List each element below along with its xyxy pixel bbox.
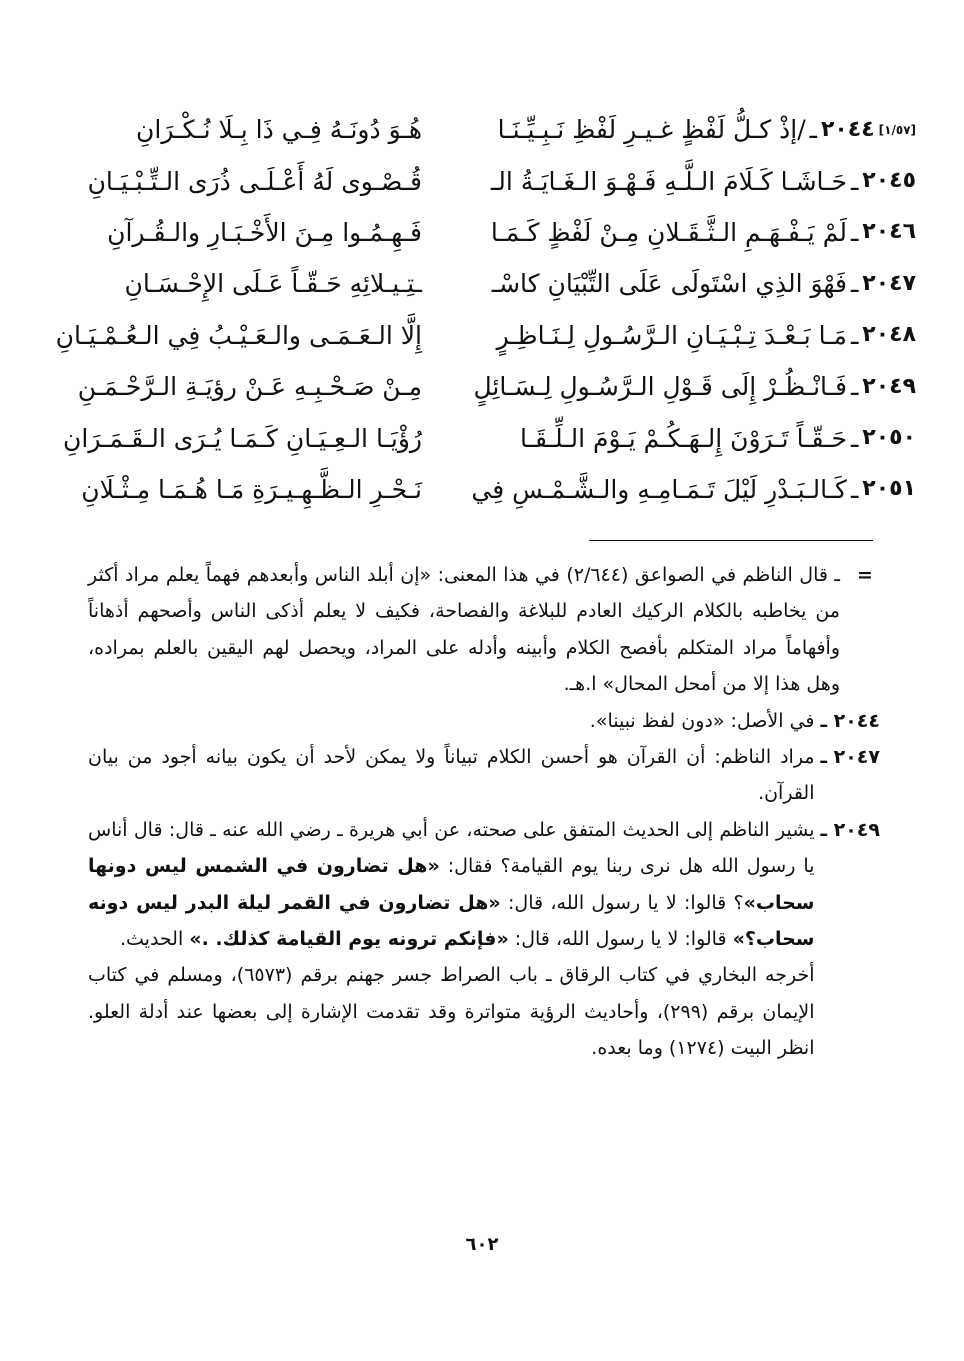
footnote-body — [88, 739, 815, 812]
verse-number: ٢٠٥١ — [862, 476, 916, 502]
verse-row — [70, 104, 916, 155]
verse-second-hemistich: مِـنْ صَـحْـبِـهِ عَـنْ رؤيَـةِ الـرَّحْـمَـنِ — [77, 372, 422, 402]
verse-first-text: كَـالـبَـدْرِ لَيْلَ تَـمَـامِـهِ والـشَّـمْـسِ فِي — [471, 474, 847, 504]
verse-second-hemistich: هُـوَ دُونَـهُ فِـي ذَا بِـلَا نُـكْـرَانِ — [136, 115, 422, 145]
footnote-text: ؟ قالوا: لا يا رسول الله، قال: — [500, 891, 744, 914]
verse-dash: ـ — [809, 115, 817, 145]
verse-dash: ـ — [850, 320, 859, 350]
footnote-text: يشير الناظم إلى الحديث المتفق على صحته، عن أبي هريرة ـ رضي الله عنه ـ قال: قال أناس يا رسول الله هل نرى ربنا يوم القيامة؟ فقال: — [88, 818, 815, 878]
footnote-paragraph — [88, 557, 840, 703]
footnote-body — [88, 703, 815, 739]
verse-first-hemistich — [456, 474, 916, 504]
verse-second-hemistich: نَـحْـرِ الـظَّـهِـيـرَةِ مَـا هُـمَـا مِـثْـلَانِ — [81, 474, 422, 504]
footnote-paragraph — [88, 957, 815, 1066]
verse-number: ٢٠٤٨ — [862, 322, 916, 348]
verse-first-hemistich — [456, 423, 916, 453]
verse-first-hemistich — [456, 115, 916, 145]
footnote — [88, 557, 880, 703]
folio-marker: [١/٥٧] — [878, 122, 916, 137]
page-number: ٦٠٢ — [465, 1234, 499, 1255]
verse-second-hemistich: قُـصْـوى لَهُ أَعْـلَـى ذُرَى الـتِّـبْـيَـانِ — [87, 166, 422, 196]
verse-first-hemistich — [456, 320, 916, 350]
verse-second-hemistich: ـتِـيـلائِهِ حَـقّـاً عَـلَى الإِحْـسَـانِ — [124, 269, 422, 299]
footnote-lead: ٢٠٤٤ ـ — [820, 709, 880, 732]
verse-first-text: لَمْ يَـفْـهَـمِ الـثَّـقَـلانِ مِـنْ لَفْظٍ كَـمَـا — [490, 217, 847, 247]
verse-row — [70, 464, 916, 515]
verse-dash: ـ — [850, 269, 859, 299]
verse-dash: ـ — [850, 423, 859, 453]
verse-first-text: /إذْ كـلُّ لَفْظٍ غـيـرِ لَفْظِ نَـبِـيِّـنَـا — [497, 115, 806, 145]
verse-row — [70, 361, 916, 412]
verse-second-hemistich: فَـهِـمُـوا مِـنَ الأَخْـبَـارِ والـقُـرآنِ — [107, 217, 422, 247]
poem-verses — [55, 104, 916, 515]
footnote-paragraph — [88, 739, 815, 812]
footnote-lead: ٢٠٤٩ ـ — [820, 818, 880, 841]
verse-first-text: مَـا بَـعْـدَ تِـبْـيَـانِ الـرَّسُـولِ لِـنَـاظِـرٍ — [496, 320, 847, 350]
hadith-quote: «هل تضارون في الشمس ليس دونها سحاب» — [88, 855, 815, 914]
verse-number: ٢٠٤٦ — [862, 219, 916, 245]
footnote-text: في الأصل: «دون لفظ نبينا». — [589, 709, 815, 732]
footnote-lead: ٢٠٤٧ ـ — [820, 746, 880, 769]
hadith-quote: «فإنكم ترونه يوم القيامة كذلك. .» — [189, 928, 509, 951]
verse-first-text: حَـاشَـا كَـلَامَ الـلَّـهِ فَـهْـوَ الـغَـايَـةُ الـ — [490, 166, 847, 196]
verse-row — [70, 207, 916, 258]
verse-number: ٢٠٤٩ — [862, 373, 916, 399]
footnote-body — [88, 557, 840, 703]
footnote-body — [88, 812, 815, 1067]
verse-dash: ـ — [850, 372, 859, 402]
verse-first-hemistich — [456, 372, 916, 402]
footnote-lead: = — [857, 564, 873, 586]
footnote-text: الحديث. — [119, 928, 190, 951]
verse-second-hemistich: إِلَّا الـعَـمَـى والـعَـيْـبُ فِي الـعُـمْـيَـانِ — [55, 320, 422, 350]
verse-first-text: حَـقّـاً تَـرَوْنَ إِلـهَـكُـمْ يَـوْمَ الـلِّـقَـا — [520, 423, 847, 453]
verse-first-hemistich — [456, 166, 916, 196]
verse-number: ٢٠٤٧ — [862, 270, 916, 296]
verse-row — [70, 155, 916, 206]
footnote-separator — [589, 540, 873, 541]
verse-row — [70, 258, 916, 309]
verse-number: ٢٠٤٥ — [862, 168, 916, 194]
verse-number: ٢٠٤٤ — [820, 116, 875, 142]
verse-first-hemistich — [456, 217, 916, 247]
footnote-text: قالوا: لا يا رسول الله، قال: — [508, 928, 733, 951]
footnote — [88, 703, 880, 739]
verse-second-hemistich: رُؤْيَـا الـعِـيَـانِ كَـمَـا يُـرَى الـقَـمَـرَانِ — [63, 423, 422, 453]
verse-row — [63, 412, 916, 463]
footnote — [88, 812, 880, 1067]
verse-dash: ـ — [850, 474, 859, 504]
footnote-paragraph — [88, 812, 815, 958]
verse-row — [55, 310, 916, 361]
verse-dash: ـ — [850, 217, 859, 247]
footnote-paragraph — [88, 703, 815, 739]
verse-first-hemistich — [456, 269, 916, 299]
footnote-text: أخرجه البخاري في كتاب الرقاق ـ باب الصراط جسر جهنم برقم (٦٥٧٣)، ومسلم في كتاب الإيمان برقم (٢٩٩)، وأحاديث الرؤية متواترة وقد تقدمت الإشارة إلى بعضها عند أدلة العلو. انظر البيت (١٢٧٤) وما بعده. — [88, 964, 815, 1060]
footnote-text: مراد الناظم: أن القرآن هو أحسن الكلام تبياناً ولا يمكن لأحد أن يكون بيانه أجود من بيان القرآن. — [88, 746, 815, 805]
verse-dash: ـ — [850, 166, 859, 196]
footnote-text: ـ قال الناظم في الصواعق (٢/٦٤٤) في هذا المعنى: «إن أبلد الناس وأبعدهم فهماً يعلم مراد أكثر من يخاطبه بالكلام الركيك العادم للبلاغة والفصاحة، فكيف لا يعلم أذكى الناس وأصحهم أذهاناً وأفهاماً مراد المتكلم بأفصح الكلام وأبينه وأدله على المراد، ويحصل لهم اليقين بالعلم بمراده، وهل هذا إلا من أمحل المحال» ا.هـ. — [88, 564, 840, 696]
footnotes — [88, 557, 880, 1067]
verse-first-text: فَهْوَ الذِي اسْتَولَى عَلَى التِّبْيَانِ كاسْـ — [491, 269, 847, 299]
hadith-quote: «هل تضارون في القمر ليلة البدر ليس دونه سحاب؟» — [88, 891, 815, 951]
verse-first-text: فَـانْـظُـرْ إِلَى قَـوْلِ الـرَّسُـولِ لِـسَـائِلٍ — [473, 372, 847, 402]
verse-number: ٢٠٥٠ — [862, 425, 916, 451]
footnote — [88, 739, 880, 812]
